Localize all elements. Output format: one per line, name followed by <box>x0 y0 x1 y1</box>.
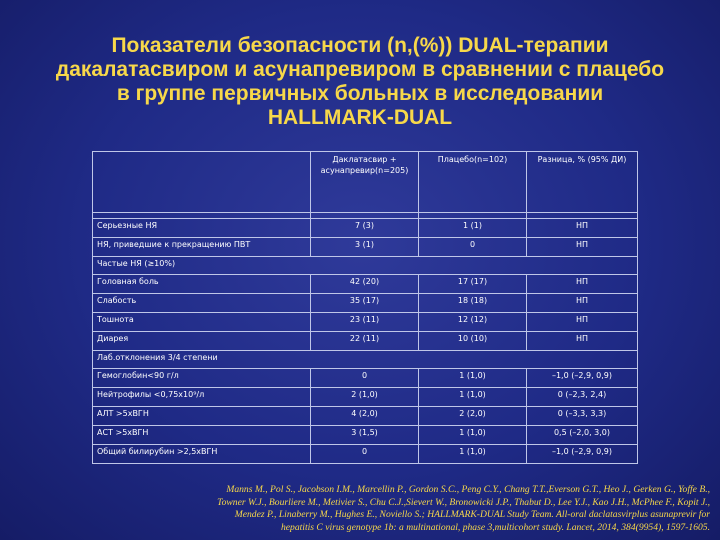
treatment-value: 22 (11) <box>311 332 419 351</box>
section-label: Лаб.отклонения 3/4 степени <box>93 351 638 369</box>
title-line-4: HALLMARK-DUAL <box>267 106 453 129</box>
title-line-3: в группе первичных больных в исследовании <box>116 82 604 105</box>
title-line-1: Показатели безопасности (n,(%)) DUAL-терапии <box>111 34 609 57</box>
placebo-value: 18 (18) <box>419 294 527 313</box>
difference-value: НП <box>527 275 638 294</box>
difference-value: –1,0 (–2,9, 0,9) <box>527 369 638 388</box>
row-label: Диарея <box>93 332 311 351</box>
table-header-row <box>93 152 638 213</box>
table-row <box>93 219 638 238</box>
treatment-value: 0 <box>311 445 419 464</box>
treatment-value: 7 (3) <box>311 219 419 238</box>
row-label: Головная боль <box>93 275 311 294</box>
treatment-value: 35 (17) <box>311 294 419 313</box>
treatment-value: 23 (11) <box>311 313 419 332</box>
difference-value: 0 (–2,3, 2,4) <box>527 388 638 407</box>
header-cell-empty <box>93 152 311 213</box>
placebo-value: 1 (1,0) <box>419 388 527 407</box>
difference-value: 0 (–3,3, 3,3) <box>527 407 638 426</box>
table-row <box>93 294 638 313</box>
placebo-value: 1 (1,0) <box>419 369 527 388</box>
table-row <box>93 369 638 388</box>
row-label: Тошнота <box>93 313 311 332</box>
slide-title <box>8 34 712 130</box>
placebo-value: 1 (1,0) <box>419 426 527 445</box>
reference-line-4: hepatitis C virus genotype 1b: a multinational, phase 3,multicohort study. Lancet, 2014, 384(9954), 1597-1605. <box>280 521 710 533</box>
table-section-row <box>93 351 638 369</box>
treatment-value: 3 (1,5) <box>311 426 419 445</box>
table-row <box>93 388 638 407</box>
table-row <box>93 313 638 332</box>
treatment-value: 3 (1) <box>311 238 419 257</box>
placebo-value: 0 <box>419 238 527 257</box>
row-label: Слабость <box>93 294 311 313</box>
difference-value: –1,0 (–2,9, 0,9) <box>527 445 638 464</box>
difference-value: НП <box>527 219 638 238</box>
row-label: Общий билирубин >2,5хВГН <box>93 445 311 464</box>
placebo-value: 10 (10) <box>419 332 527 351</box>
reference-citation <box>60 484 710 534</box>
difference-value: НП <box>527 332 638 351</box>
header-cell-placebo: Плацебо(n=102) <box>419 152 527 213</box>
difference-value: НП <box>527 238 638 257</box>
placebo-value: 2 (2,0) <box>419 407 527 426</box>
title-line-2: дакалатасвиром и асунапревиром в сравнении с плацебо <box>55 58 665 81</box>
placebo-value: 17 (17) <box>419 275 527 294</box>
treatment-value: 2 (1,0) <box>311 388 419 407</box>
reference-line-2: Towner W.J., Bourliere M., Metivier S., Chu C.J.,Sievert W., Bronowicki J.P., Thabut D., Lee Y.J., Kao J.H., McPhee F., Kopit J., <box>217 496 710 508</box>
difference-value: НП <box>527 313 638 332</box>
section-label: Частые НЯ (≥10%) <box>93 257 638 275</box>
row-label: АЛТ >5хВГН <box>93 407 311 426</box>
table-section-row <box>93 257 638 275</box>
row-label: Гемоглобин<90 г/л <box>93 369 311 388</box>
header-cell-treatment: Даклатасвир + асунапревир(n=205) <box>311 152 419 213</box>
table-row <box>93 332 638 351</box>
placebo-value: 1 (1) <box>419 219 527 238</box>
treatment-value: 4 (2,0) <box>311 407 419 426</box>
table-row <box>93 238 638 257</box>
table-row <box>93 426 638 445</box>
safety-table <box>92 151 637 464</box>
table-row <box>93 407 638 426</box>
difference-value: 0,5 (–2,0, 3,0) <box>527 426 638 445</box>
placebo-value: 1 (1,0) <box>419 445 527 464</box>
reference-line-3: Mendez P., Linaberry M., Hughes E., Noviello S.; HALLMARK-DUAL Study Team. All-oral daclatasvirplus asunaprevir for <box>234 509 710 520</box>
placebo-value: 12 (12) <box>419 313 527 332</box>
row-label: АСТ >5хВГН <box>93 426 311 445</box>
table-row <box>93 275 638 294</box>
row-label: НЯ, приведшие к прекращению ПВТ <box>93 238 311 257</box>
difference-value: НП <box>527 294 638 313</box>
treatment-value: 0 <box>311 369 419 388</box>
treatment-value: 42 (20) <box>311 275 419 294</box>
table-row <box>93 445 638 464</box>
header-cell-difference: Разница, % (95% ДИ) <box>527 152 638 213</box>
reference-line-1: Manns M., Pol S., Jacobson I.M., Marcellin P., Gordon S.C., Peng C.Y., Chang T.T.,Everson G.T., Heo J., Gerken G., Yoffe B., <box>226 484 710 495</box>
row-label: Серьезные НЯ <box>93 219 311 238</box>
row-label: Нейтрофилы <0,75х10⁹/л <box>93 388 311 407</box>
